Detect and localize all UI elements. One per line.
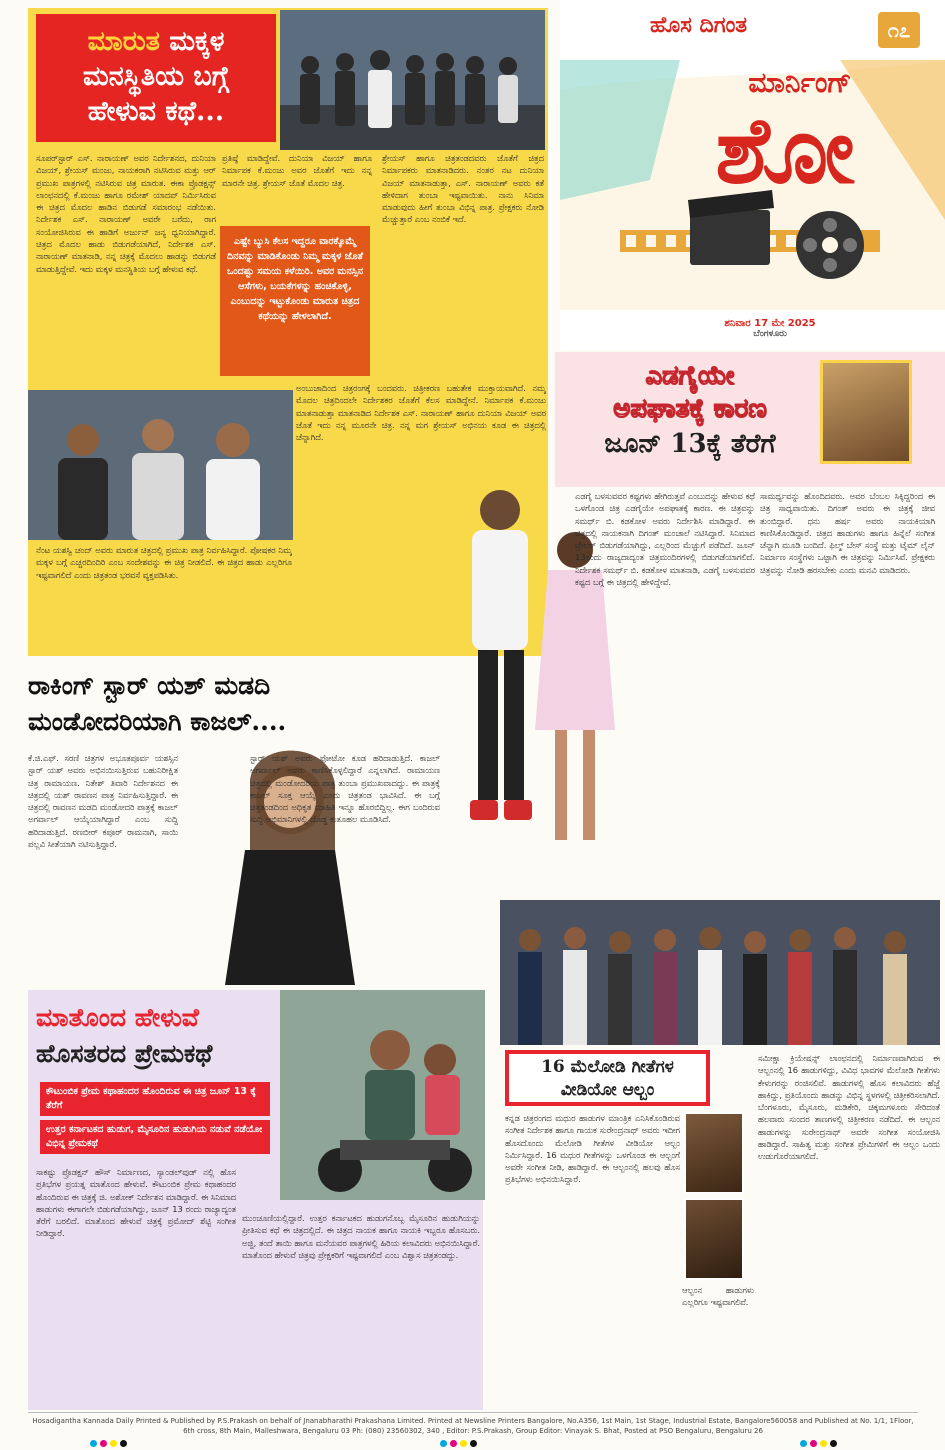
story4-column-2: ಮುಂಚೂಣಿಯಲ್ಲಿದ್ದಾರೆ. ಉತ್ತರ ಕರ್ನಾಟಕದ ಹುಡುಗನೊಬ್ಬ ಮೈಸೂರಿನ ಹುಡುಗಿಯನ್ನು ಪ್ರೀತಿಸುವ ಕಥೆ ಈ ಚಿತ್ರದಲ್ಲಿದೆ. ಈ ಚಿತ್ರದ ನಾಯಕ ಹಾಗೂ ನಾಯಕಿ ಇಬ್ಬರೂ ಹೊಸಬರು. ಅಜ್ಜಿ, ತಂದೆ ತಾಯಿ ಹಾಗೂ ಮನೆಯವರ ಪಾತ್ರಗಳಲ್ಲಿ ಹಿರಿಯ ಕಲಾವಿದರು ಅಭಿನಯಿಸಿದ್ದಾರೆ. ಮಾತೊಂದ ಹೇಳುವೆ ಚಿತ್ರವು ಪ್ರೇಕ್ಷಕರಿಗೆ ಇಷ್ಟವಾಗಲಿದೆ ಎಂಬ ವಿಶ್ವಾಸ ಚಿತ್ರತಂಡದ್ದು. (242, 1213, 480, 1260)
story1-column-5: ನೆಂಟ ಯಶಸ್ವಿ ಚಂದ್ ಅವರು ಮಾರುತ ಚಿತ್ರದಲ್ಲಿ ಪ್ರಮುಖ ಪಾತ್ರ ನಿರ್ವಹಿಸಿದ್ದಾರೆ. ಪೋಷಕರ ನಿಮ್ಮ ಮಕ್ಕಳ ಬಗ್ಗೆ ಎಚ್ಚರದಿಂದಿರಿ ಎಂಬ ಸಂದೇಶವನ್ನು ಈ ಚಿತ್ರ ನೀಡಲಿದೆ. ಈ ಚಿತ್ರದ ಹಾಡು ಎಲ್ಲರಿಗೂ ಇಷ್ಟವಾಗಲಿದೆ ಎಂದು ಚಿತ್ರತಂಡ ಭರವಸೆ ವ್ಯಕ್ತಪಡಿಸಿತು. (36, 545, 292, 580)
story2-headline: ಎಡಗೈಯೇ ಅಪಘಾತಕ್ಕೆ ಕಾರಣ ಜೂನ್ 13ಕ್ಕೆ ತೆರೆಗೆ (604, 361, 776, 459)
director-portrait (820, 360, 912, 464)
newspaper-logo: ಹೊಸ ದಿಗಂತ (650, 12, 748, 38)
section-title-main: ಶೋ (715, 96, 855, 204)
story2-column-2: ಸಾಮರ್ಥ್ಯವನ್ನು ಹೊಂದಿದವರು. ಅವರ ಬೆಂಬಲ ಸಿಕ್ಕಿದ್ದರಿಂದ ಈ ಚಿತ್ರ ಸಾಧ್ಯವಾಯಿತು. ದಿಗಂತ್ ಅವರು ಈ ಚಿತ್ರಕ್ಕೆ ಜೀವ ತುಂಬಿದ್ದಾರೆ. ಧನು ಹರ್ಷ ಅವರು ನಾಯಕಿಯಾಗಿ ಕಾಣಿಸಿಕೊಂಡಿದ್ದಾರೆ. ಚಿತ್ರದ ಹಾಡುಗಳು ಹಾಗೂ ಹಿನ್ನೆಲೆ ಸಂಗೀತ ಚೆನ್ನಾಗಿ ಮೂಡಿ ಬಂದಿದೆ. ಫಿಲ್ಮ್ ಬೇಸ್ ಸಂಸ್ಥೆ ಮತ್ತು ಟೈಮ್ ಲೈನ್ ನಿರ್ಮಾಣ ಸಂಸ್ಥೆಗಳು ಒಟ್ಟಾಗಿ ಈ ಚಿತ್ರವನ್ನು ನಿರ್ಮಿಸಿವೆ. ಪ್ರೇಕ್ಷಕರು ಚಿತ್ರವನ್ನು ನೋಡಿ ಹರಸಬೇಕು ಎಂದು ಮನವಿ ಮಾಡಿದರು. (760, 491, 935, 575)
story1-portrait-photo (28, 390, 293, 540)
team-illustration (500, 900, 940, 1045)
section-title-top: ಮಾರ್ನಿಂಗ್ (748, 66, 852, 99)
story1-column-1: ಸೂಪರ್‌ಸ್ಟಾರ್ ಎಸ್. ನಾರಾಯಣ್ ಅವರ ನಿರ್ದೇಶನದ, ದುನಿಯಾ ವಿಜಯ್, ಶ್ರೇಯಸ್ ಮಂಜು, ನಾಯಕರಾಗಿ ನಟಿಸಿರುವ ಮತ್ತು ಆರ್ ಪ್ರಮುಖ ಪಾತ್ರಗಳಲ್ಲಿ ನಟಿಸಿರುವ ಚಿತ್ರ ಮಾರುತ. ಈಕಾ ಪ್ರೊಡಕ್ಷನ್ಸ್ ಲಾಂಛನದಲ್ಲಿ ಕೆ.ಮಂಜು ಹಾಗೂ ರಮೇಶ್ ಯಾದವ್ ನಿರ್ಮಿಸಿರುವ ಈ ಚಿತ್ರದ ಮೊದಲ ಹಾಡಿನ ಬಿಡುಗಡೆ ಸಮಾರಂಭ ನಡೆಯಿತು. ನಿರ್ದೇಶಕ ಎಸ್. ನಾರಾಯಣ್ ಅವರೇ ಬರೆದು, ರಾಗ ಸಂಯೋಜಿಸಿರುವ ಈ ಹಾಡಿಗೆ ಅರ್ಜುನ್ ಜನ್ಯ ಧ್ವನಿಯಾಗಿದ್ದಾರೆ. ಚಿತ್ರದ ಮೊದಲ ಹಾಡು ಬಿಡುಗಡೆಯಾಗಿದೆ, ನಿರ್ದೇಶಕ ಎಸ್. ನಾರಾಯಣ್ ಮಾತನಾಡಿ, ನನ್ನ ಚಿತ್ರಕ್ಕೆ ಮೊದಲು ಹಾಡನ್ನು ಬಿಡುಗಡೆ ಮಾಡುತ್ತಿದ್ದೇವೆ. ಇದು ಮಕ್ಕಳ ಮನಸ್ಥಿತಿಯ ಬಗ್ಗೆ ಹೇಳುವ ಕಥೆ. (36, 153, 216, 274)
story4-headline: ಮಾತೊಂದ ಹೇಳುವೆ ಹೊಸತರದ ಪ್ರೇಮಕಥೆ (36, 1003, 213, 1068)
story3-column-2: ಸ್ಟಾರ್ ಯಶ್ ಅವರು ಫೋಟೋ ಕೂಡ ಹರಿದಾಡುತ್ತಿದೆ. ಕಾಜಲ್ ಅಗರ್ವಾಲ್ ಅವರು ಕಾಣಿಸಿಕೊಳ್ಳಲಿದ್ದಾರೆ ಎನ್ನಲಾಗಿದೆ. ರಾಮಾಯಣ ಚಿತ್ರದಲ್ಲಿ ಮಂಡೋದರಿಯ ಪಾತ್ರ ತುಂಬಾ ಪ್ರಮುಖವಾದದ್ದು. ಈ ಪಾತ್ರಕ್ಕೆ ಕಾಜಲ್ ಸೂಕ್ತ ಆಯ್ಕೆ ಎಂದು ಚಿತ್ರತಂಡ ಭಾವಿಸಿದೆ. ಈ ಬಗ್ಗೆ ಚಿತ್ರತಂಡದಿಂದ ಅಧಿಕೃತ ಮಾಹಿತಿ ಇನ್ನೂ ಹೊರಬಿದ್ದಿಲ್ಲ. ಈಗ ಬಂದಿರುವ ಸುದ್ದಿ ಅಭಿಮಾನಿಗಳಲ್ಲಿ ದೊಡ್ಡ ಕುತೂಹಲ ಮೂಡಿಸಿದೆ. (250, 753, 440, 825)
story5-column-3: ಸಮೀಕ್ಷಾ ಕ್ರಿಯೇಷನ್ಸ್ ಲಾಂಛನದಲ್ಲಿ ನಿರ್ಮಾಣವಾಗಿರುವ ಈ ಆಲ್ಬಂನಲ್ಲಿ 16 ಹಾಡುಗಳಿದ್ದು, ವಿವಿಧ ಭಾವಗಳ ಮೆಲೋಡಿ ಗೀತೆಗಳು ಕೇಳುಗರನ್ನು ರಂಜಿಸಲಿವೆ. ಹಾಡುಗಳಲ್ಲಿ ಹೊಸ ಕಲಾವಿದರು ಹೆಜ್ಜೆ ಹಾಕಿದ್ದು, ಪ್ರತಿಯೊಂದು ಹಾಡನ್ನು ವಿಭಿನ್ನ ಸ್ಥಳಗಳಲ್ಲಿ ಚಿತ್ರೀಕರಿಸಲಾಗಿದೆ. ಬೆಂಗಳೂರು, ಮೈಸೂರು, ಮಡಿಕೇರಿ, ಚಿಕ್ಕಮಗಳೂರು ಸೇರಿದಂತೆ ಹಲವಾರು ಸುಂದರ ತಾಣಗಳಲ್ಲಿ ಚಿತ್ರೀಕರಣ ನಡೆದಿದೆ. ಈ ಆಲ್ಬಂನ ಹಾಡುಗಳನ್ನು ಸುರೇಂದ್ರನಾಥ್ ಅವರೇ ಸಂಗೀತ ಸಂಯೋಜಿಸಿ ಹಾಡಿದ್ದಾರೆ. ಸಾಹಿತ್ಯ ಮತ್ತು ಸಂಗೀತ ಪ್ರೇಮಿಗಳಿಗೆ ಈ ಆಲ್ಬಂ ಒಂದು ಉಡುಗೊರೆಯಾಗಲಿದೆ. (758, 1053, 940, 1162)
imprint-footer: Hosadigantha Kannada Daily Printed & Published by P.S.Prakash on behalf of Jnanabharathi Prakashana Limited. Printed at Newsline Printers Bangalore, No.A356, 1st Main, 1st Stage, Industrial Estate, Bangalore560058 and Published at No. 1/1, 1Floor, 6th cross, 8th Main, Malleshwara, Bengaluru 03 Ph: (080) 23560302, 340 , Editor: P.S.Prakash, Group Editor: Vinayak S. Bhat, Posted at PSO Bengaluru, Bengaluru 26 (28, 1412, 918, 1440)
page-number: ೧೭ (878, 12, 920, 48)
story4-column-1: ಸಾಕಷ್ಟು ಪ್ರೊಡಕ್ಷನ್ ಹೌಸ್ ನಿರ್ಮಾಣದ, ಸ್ಯಾಂಡಲ್‌ವುಡ್ ನಲ್ಲಿ ಹೊಸ ಪ್ರತಿಭೆಗಳ ಪ್ರಯತ್ನ ಮಾತೊಂದ ಹೇಳುವೆ. ಕೌಟುಂಬಿಕ ಪ್ರೇಮ ಕಥಾಹಂದರ ಹೊಂದಿರುವ ಈ ಚಿತ್ರಕ್ಕೆ ಜಿ. ಅಶೋಕ್ ನಿರ್ದೇಶನ ಮಾಡಿದ್ದಾರೆ. ಈ ಸಿನಿಮಾದ ಹಾಡುಗಳು ಈಗಾಗಲೇ ಬಿಡುಗಡೆಯಾಗಿದ್ದು, ಜೂನ್ 13 ರಂದು ರಾಜ್ಯಾದ್ಯಂತ ತೆರೆಗೆ ಬರಲಿದೆ. ಮಾತೊಂದ ಹೇಳುವೆ ಚಿತ್ರಕ್ಕೆ ಪ್ರಮೋದ್ ಶೆಟ್ಟಿ ಸಂಗೀತ ನೀಡಿದ್ದಾರೆ. (36, 1167, 236, 1239)
clapperboard-icon (690, 210, 770, 265)
album-team-photo (500, 900, 940, 1045)
story1-group-photo (280, 10, 545, 150)
issue-date: ಶನಿವಾರ 17 ಮೇ 2025 ಬೆಂಗಳೂರು (724, 318, 816, 339)
registration-marks-left (90, 1440, 127, 1447)
three-men-illustration (28, 390, 293, 540)
story5-column-1: ಕನ್ನಡ ಚಿತ್ರರಂಗದ ಮಧುರ ಹಾಡುಗಳ ಮಾಂತ್ರಿಕ ಎನಿಸಿಕೊಂಡಿರುವ ಸಂಗೀತ ನಿರ್ದೇಶಕ ಹಾಗೂ ಗಾಯಕ ಸುರೇಂದ್ರನಾಥ್ ಅವರು ಇದೀಗ ಹೊಸದೊಂದು ಮೆಲೋಡಿ ಗೀತೆಗಳ ವೀಡಿಯೋ ಆಲ್ಬಂ ನಿರ್ಮಿಸಿದ್ದಾರೆ. 16 ಮಧುರ ಗೀತೆಗಳನ್ನು ಒಳಗೊಂಡ ಈ ಆಲ್ಬಂಗೆ ಅವರೇ ಸಂಗೀತ ನೀಡಿ, ಹಾಡಿದ್ದಾರೆ. ಈ ಆಲ್ಬಂನಲ್ಲಿ ಹಲವು ಹೊಸ ಪ್ರತಿಭೆಗಳು ಅಭಿನಯಿಸಿದ್ದಾರೆ. (505, 1113, 680, 1185)
story1-headline: ಮಾರುತ ಮಕ್ಕಳ ಮನಸ್ಥಿತಿಯ ಬಗ್ಗೆ ಹೇಳುವ ಕಥೆ... (36, 14, 276, 142)
story1-column-2: ಪ್ರತಿಷ್ಠೆ ಮಾಡಿದ್ದೇವೆ. ದುನಿಯಾ ವಿಜಯ್ ಹಾಗೂ ನಿರ್ಮಾಪಕ ಕೆ.ಮಂಜು ಅವರ ಜೊತೆಗೆ ಇದು ನನ್ನ ಮಾರನೇ ಚಿತ್ರ. ಶ್ರೇಯಸ್ ಜೊತೆ ಮೊದಲ ಚಿತ್ರ. (222, 153, 372, 188)
registration-marks-right (800, 1440, 837, 1447)
story3-column-1: ಕೆ.ಜಿ.ಎಫ್. ಸರಣಿ ಚಿತ್ರಗಳ ಅಭೂತಪೂರ್ವ ಯಶಸ್ಸಿನ ಸ್ಟಾರ್ ಯಶ್ ಅವರು ಅಭಿನಯಿಸುತ್ತಿರುವ ಬಹುನಿರೀಕ್ಷಿತ ಚಿತ್ರ ರಾಮಾಯಣ. ನಿತೇಶ್ ತಿವಾರಿ ನಿರ್ದೇಶನದ ಈ ಚಿತ್ರದಲ್ಲಿ ಯಶ್ ರಾವಣನ ಪಾತ್ರ ನಿರ್ವಹಿಸುತ್ತಿದ್ದಾರೆ. ಈ ಚಿತ್ರದಲ್ಲಿ ರಾವಣನ ಮಡದಿ ಮಂಡೋದರಿ ಪಾತ್ರಕ್ಕೆ ಕಾಜಲ್ ಅಗರ್ವಾಲ್ ಆಯ್ಕೆಯಾಗಿದ್ದಾರೆ ಎಂಬ ಸುದ್ದಿ ಹರಿದಾಡುತ್ತಿದೆ. ರಣಬೀರ್ ಕಪೂರ್ ರಾಮನಾಗಿ, ಸಾಯಿ ಪಲ್ಲವಿ ಸೀತೆಯಾಗಿ ನಟಿಸುತ್ತಿದ್ದಾರೆ. (28, 753, 178, 850)
story5-headline: 16 ಮೆಲೋಡಿ ಗೀತೆಗಳ ವೀಡಿಯೋ ಆಲ್ಬಂ (505, 1050, 710, 1106)
composer-portrait-2 (684, 1198, 744, 1280)
story2-column-1: ಎಡಗೈ ಬಳಸುವವರ ಕಷ್ಟಗಳು ಹೇಗಿರುತ್ತವೆ ಎಂಬುದನ್ನು ಹೇಳುವ ಕಥೆ ಒಳಗೊಂಡ ಚಿತ್ರ ಎಡಗೈಯೇ ಅಪಘಾತಕ್ಕೆ ಕಾರಣ. ಈ ಚಿತ್ರವನ್ನು ಸಮರ್ಥ್ ಬಿ. ಕಡಕೋಳ ಅವರು ನಿರ್ದೇಶಿಸಿ ಮಾಡಿದ್ದಾರೆ. ಈ ಚಿತ್ರದಲ್ಲಿ ನಾಯಕನಾಗಿ ದಿಗಂತ್ ಮಂಚಾಲೆ ನಟಿಸಿದ್ದಾರೆ. ಸಿನಿಮಾದ ಟ್ರೇಲರ್ ಬಿಡುಗಡೆಯಾಗಿದ್ದು, ಎಲ್ಲರಿಂದ ಮೆಚ್ಚುಗೆ ಪಡೆದಿದೆ. ಜೂನ್ 13ರಂದು ರಾಜ್ಯದಾದ್ಯಂತ ಚಿತ್ರಮಂದಿರಗಳಲ್ಲಿ ಬಿಡುಗಡೆಯಾಗಲಿದೆ. ನಿರ್ದೇಶಕ ಸಮರ್ಥ್ ಬಿ. ಕಡಕೋಳ ಮಾತನಾಡಿ, ಎಡಗೈ ಬಳಸುವವರ ಕಷ್ಟದ ಬಗ್ಗೆ ಈ ಚಿತ್ರದಲ್ಲಿ ಹೇಳಿದ್ದೇವೆ. (575, 491, 755, 588)
registration-marks-center (440, 1440, 477, 1447)
story1-column-4: ಅಂಬುಜಾದಿಂದ ಚಿತ್ರರಂಗಕ್ಕೆ ಬಂದವರು. ಚಿತ್ರೀಕರಣ ಬಹುತೇಕ ಮುಕ್ತಾಯವಾಗಿದೆ. ನಮ್ಮ ಮೊದಲ ಚಿತ್ರದಿಂದಲೇ ನಿರ್ದೇಶಕರ ಜೊತೆಗೆ ಕೆಲಸ ಮಾಡಿದ್ದೇನೆ. ನಿರ್ಮಾಪಕ ಕೆ.ಮಂಜು ಮಾತನಾಡುತ್ತಾ ಮಾತನಾಡಿದ ನಿರ್ದೇಶಕ ಎಸ್. ನಾರಾಯಣ್ ಹಾಗೂ ದುನಿಯಾ ವಿಜಯ್ ಅವರ ಜೊತೆ ಇದು ನನ್ನ ಮೂರನೇ ಚಿತ್ರ. ನನ್ನ ಮಗ ಶ್ರೇಯಸ್ ಅಭಿನಯ ಕೂಡ ಈ ಚಿತ್ರದಲ್ಲಿ ಚೆನ್ನಾಗಿದೆ. (296, 383, 546, 443)
story4-highlight-1: ಕೌಟುಂಬಿಕ ಪ್ರೇಮ ಕಥಾಹಂದರ ಹೊಂದಿರುವ ಈ ಚಿತ್ರ ಜೂನ್ 13 ಕ್ಕೆ ತೆರೆಗೆ (40, 1082, 270, 1116)
story1-column-3: ಶ್ರೇಯಸ್ ಹಾಗೂ ಚಿತ್ರತಂಡದವರು ಜೊತೆಗೆ ಚಿತ್ರದ ನಿರ್ಮಾಪಕರು ಮಾತನಾಡಿದರು. ನಂತರ ನಟ ದುನಿಯಾ ವಿಜಯ್ ಮಾತನಾಡುತ್ತಾ, ಎಸ್. ನಾರಾಯಣ್ ಅವರು ಕತೆ ಹೇಳಿದಾಗ ತುಂಬಾ ಇಷ್ಟವಾಯಿತು. ನಾನು ಸಿನಿಮಾ ಮಾಡುವುದು ಹೀಗೆ ತುಂಬಾ ವಿಭಿನ್ನ ಪಾತ್ರ. ಪ್ರೇಕ್ಷಕರು ನೋಡಿ ಮೆಚ್ಚುತ್ತಾರೆ ಎಂಬ ನಂಬಿಕೆ ಇದೆ. (382, 153, 544, 225)
story1-pull-quote: ಎಷ್ಟೇ ಬ್ಯುಸಿ ಕೆಲಸ ಇದ್ದರೂ ವಾರಕ್ಕೊಮ್ಮೆ ದಿನವನ್ನು ಮಾಡಿಕೊಂಡು ನಿಮ್ಮ ಮಕ್ಕಳ ಜೊತೆ ಒಂದಷ್ಟು ಸಮಯ ಕಳೆಯಿರಿ. ಅವರ ಮನಸ್ಸಿನ ಆಸೆಗಳು, ಬಯಕೆಗಳನ್ನು ಹಂಚಿಕೊಳ್ಳಿ, ಎಂಬುದನ್ನು ಇಟ್ಟುಕೊಂಡು ಮಾರುತ ಚಿತ್ರದ ಕಥೆಯನ್ನು ಹೇಳಲಾಗಿದೆ. (220, 226, 370, 376)
story3-headline: ರಾಕಿಂಗ್ ಸ್ಟಾರ್ ಯಶ್ ಮಡದಿ ಮಂಡೋದರಿಯಾಗಿ ಕಾಜಲ್.... (28, 671, 287, 736)
composer-portrait-1 (684, 1112, 744, 1194)
story5-column-2: ಆಲ್ಬಂನ ಹಾಡುಗಳು ಎಲ್ಲರಿಗೂ ಇಷ್ಟವಾಗಲಿವೆ. (682, 1285, 754, 1308)
story4-highlight-2: ಉತ್ತರ ಕರ್ನಾಟಕದ ಹುಡುಗ, ಮೈಸೂರಿನ ಹುಡುಗಿಯ ನಡುವೆ ನಡೆಯೋ ವಿಭಿನ್ನ ಪ್ರೇಮಕಥೆ (40, 1120, 270, 1154)
group-people-illustration (280, 10, 545, 150)
